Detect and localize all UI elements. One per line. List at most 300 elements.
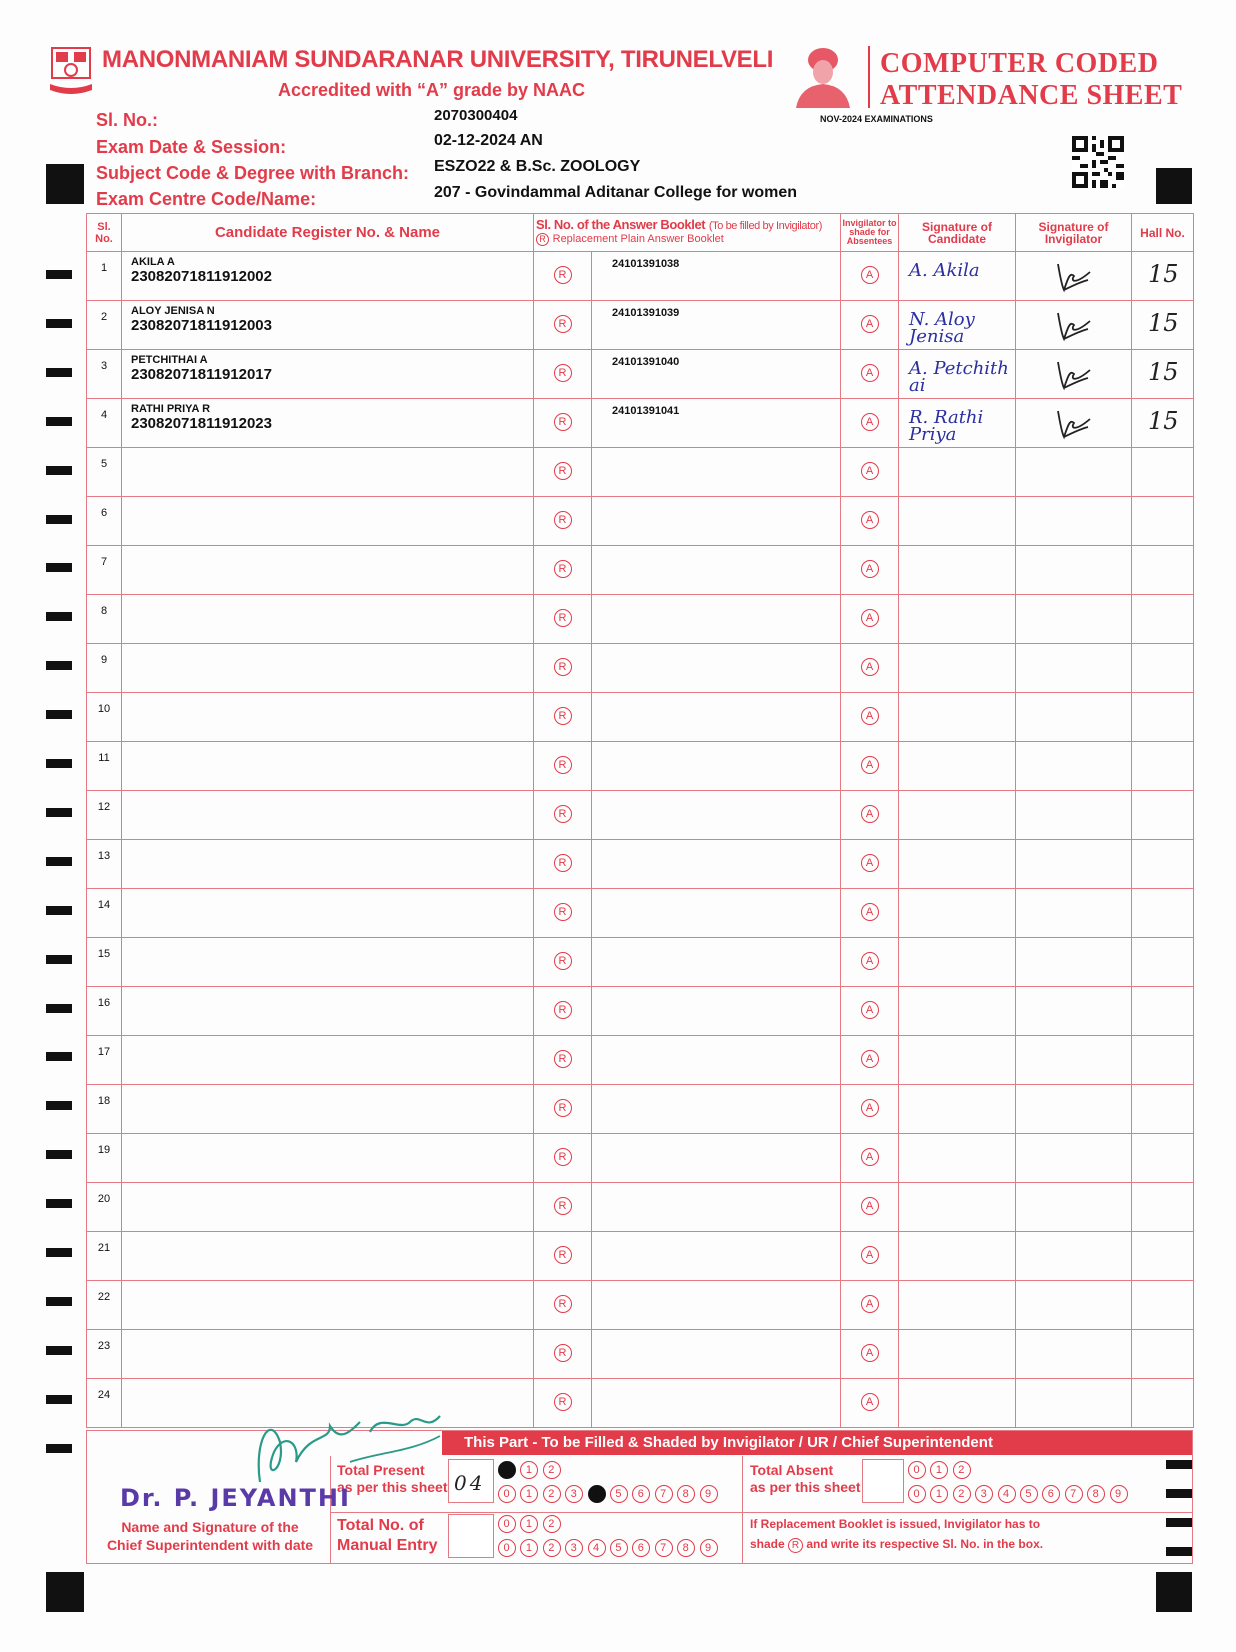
invigilator-signature-cell[interactable]: [1016, 399, 1132, 448]
replacement-bubble[interactable]: R: [554, 511, 572, 529]
row-sl: 3: [100, 360, 108, 372]
candidate-cell: [122, 1281, 534, 1330]
manual-units-bubble[interactable]: 6: [632, 1539, 650, 1557]
absent-units-bubble[interactable]: 0: [908, 1485, 926, 1503]
absent-tens-bubble[interactable]: 0: [908, 1461, 926, 1479]
row-sl-cell: [87, 1036, 122, 1085]
booklet-cell[interactable]: [592, 1183, 841, 1232]
candidate-signature-cell[interactable]: [899, 399, 1016, 448]
absent-bubble[interactable]: A: [861, 413, 879, 431]
sl-no-value: 2070300404: [434, 107, 518, 124]
table-row: [87, 938, 1194, 987]
row-sl-cell: [87, 448, 122, 497]
candidate-signature-cell[interactable]: [899, 644, 1016, 693]
timing-mark: [46, 1199, 72, 1208]
replacement-cell: [534, 1085, 592, 1134]
booklet-cell[interactable]: [592, 1036, 841, 1085]
replacement-note-shade: shade: [750, 1537, 785, 1551]
absent-bubble[interactable]: A: [861, 462, 879, 480]
present-units-bubble[interactable]: 7: [655, 1485, 673, 1503]
booklet-cell[interactable]: [592, 889, 841, 938]
manual-units-bubble[interactable]: 8: [677, 1539, 695, 1557]
replacement-bubble[interactable]: R: [554, 413, 572, 431]
absent-bubble[interactable]: A: [861, 1050, 879, 1068]
hall-cell[interactable]: [1132, 497, 1194, 546]
invigilator-signature-cell[interactable]: [1016, 1134, 1132, 1183]
hall-cell[interactable]: [1132, 987, 1194, 1036]
absent-bubble[interactable]: A: [861, 609, 879, 627]
total-present-box[interactable]: [448, 1459, 494, 1503]
absent-bubble[interactable]: A: [861, 364, 879, 382]
candidate-name: ALOY JENISA N: [131, 305, 215, 317]
manual-entry-label: [337, 1516, 437, 1556]
hall-cell[interactable]: [1132, 889, 1194, 938]
chief-label-line2: Chief Superintendent with date: [106, 1537, 314, 1553]
present-tens-bubble[interactable]: 2: [543, 1461, 561, 1479]
booklet-cell[interactable]: [592, 1379, 841, 1428]
absent-bubble[interactable]: A: [861, 315, 879, 333]
chief-signature-scribble: [250, 1402, 450, 1492]
replacement-bubble[interactable]: R: [554, 1148, 572, 1166]
invigilator-signature-cell[interactable]: [1016, 987, 1132, 1036]
invigilator-signature-icon: [1016, 350, 1131, 397]
candidate-cell: [122, 595, 534, 644]
replacement-bubble[interactable]: R: [554, 805, 572, 823]
row-sl-cell: [87, 1085, 122, 1134]
registration-square-top-left: [46, 164, 84, 204]
row-sl-cell: [87, 1379, 122, 1428]
absent-tens-bubble[interactable]: 2: [953, 1461, 971, 1479]
absent-units-bubble[interactable]: 8: [1087, 1485, 1105, 1503]
absent-bubble[interactable]: A: [861, 1148, 879, 1166]
invigilator-signature-cell[interactable]: [1016, 889, 1132, 938]
booklet-cell[interactable]: [592, 595, 841, 644]
table-row: [87, 791, 1194, 840]
table-row: [87, 301, 1194, 350]
invigilator-signature-icon: [1016, 399, 1131, 446]
founder-portrait-icon: [790, 42, 856, 108]
manual-units-bubble[interactable]: 5: [610, 1539, 628, 1557]
replacement-bubble[interactable]: R: [554, 854, 572, 872]
hall-cell[interactable]: [1132, 1330, 1194, 1379]
booklet-cell[interactable]: [592, 1085, 841, 1134]
candidate-signature-cell[interactable]: [899, 301, 1016, 350]
replacement-bubble[interactable]: R: [554, 1344, 572, 1362]
absent-bubble[interactable]: A: [861, 1246, 879, 1264]
absent-units-bubble[interactable]: 2: [953, 1485, 971, 1503]
row-sl-cell: [87, 938, 122, 987]
replacement-bubble[interactable]: R: [554, 1197, 572, 1215]
absent-bubble[interactable]: A: [861, 952, 879, 970]
invigilator-signature-cell[interactable]: [1016, 595, 1132, 644]
candidate-signature-cell[interactable]: [899, 497, 1016, 546]
present-units-bubble[interactable]: 4: [588, 1485, 606, 1503]
absent-cell: [841, 1330, 899, 1379]
booklet-cell[interactable]: [592, 1281, 841, 1330]
total-absent-units[interactable]: [908, 1482, 1132, 1503]
total-absent-tens[interactable]: [908, 1458, 975, 1479]
absent-bubble[interactable]: A: [861, 658, 879, 676]
absent-cell: [841, 644, 899, 693]
invigilator-signature-cell[interactable]: [1016, 497, 1132, 546]
hall-number: 15: [1148, 358, 1179, 386]
absent-bubble[interactable]: A: [861, 1197, 879, 1215]
invigilator-signature-cell[interactable]: [1016, 1085, 1132, 1134]
hall-cell[interactable]: [1132, 546, 1194, 595]
timing-mark: [46, 515, 72, 524]
hall-cell[interactable]: [1132, 350, 1194, 399]
table-row: [87, 1281, 1194, 1330]
university-logo-icon: [48, 46, 94, 102]
manual-tens-bubble[interactable]: 0: [498, 1515, 516, 1533]
absent-cell: [841, 301, 899, 350]
replacement-cell: [534, 399, 592, 448]
table-row: [87, 497, 1194, 546]
replacement-bubble[interactable]: R: [554, 462, 572, 480]
hall-cell[interactable]: [1132, 1281, 1194, 1330]
invigilator-signature-cell[interactable]: [1016, 938, 1132, 987]
hall-cell[interactable]: [1132, 595, 1194, 644]
absent-bubble[interactable]: A: [861, 854, 879, 872]
replacement-bubble[interactable]: R: [554, 903, 572, 921]
replacement-bubble[interactable]: R: [554, 1295, 572, 1313]
candidate-register-no: 23082071811912023: [131, 415, 272, 432]
hall-cell[interactable]: [1132, 252, 1194, 301]
qr-code-icon: [1072, 136, 1124, 188]
replacement-cell: [534, 840, 592, 889]
candidate-signature-cell[interactable]: [899, 1134, 1016, 1183]
hall-cell[interactable]: [1132, 938, 1194, 987]
candidate-cell: [122, 1134, 534, 1183]
present-units-bubble[interactable]: 3: [565, 1485, 583, 1503]
booklet-cell[interactable]: [592, 252, 841, 301]
replacement-cell: [534, 546, 592, 595]
timing-mark: [46, 563, 72, 572]
replacement-bubble[interactable]: R: [554, 609, 572, 627]
candidate-signature-cell[interactable]: [899, 1281, 1016, 1330]
candidate-signature: A. Akila: [909, 260, 980, 281]
candidate-signature-cell[interactable]: [899, 889, 1016, 938]
replacement-bubble[interactable]: R: [554, 658, 572, 676]
booklet-number: 24101391040: [612, 356, 680, 368]
booklet-cell[interactable]: [592, 448, 841, 497]
booklet-cell[interactable]: [592, 644, 841, 693]
absent-tens-bubble[interactable]: 1: [930, 1461, 948, 1479]
total-present-label-1: Total Present: [337, 1462, 425, 1478]
present-units-bubble[interactable]: 9: [700, 1485, 718, 1503]
manual-entry-tens[interactable]: [498, 1512, 565, 1533]
subject-value: ESZO22 & B.Sc. ZOOLOGY: [434, 158, 641, 175]
replacement-bubble[interactable]: R: [554, 1246, 572, 1264]
replacement-bubble[interactable]: R: [554, 1001, 572, 1019]
manual-tens-bubble[interactable]: 2: [543, 1515, 561, 1533]
replacement-bubble[interactable]: R: [554, 756, 572, 774]
invigilator-signature-cell[interactable]: [1016, 1232, 1132, 1281]
row-sl-cell: [87, 1330, 122, 1379]
exam-centre-label: Exam Centre Code/Name:: [96, 189, 317, 209]
hall-cell[interactable]: [1132, 1134, 1194, 1183]
total-present-label-2: as per this sheet: [337, 1479, 448, 1495]
hall-cell[interactable]: [1132, 301, 1194, 350]
timing-mark: [46, 368, 72, 377]
absent-bubble[interactable]: A: [861, 805, 879, 823]
hall-cell[interactable]: [1132, 448, 1194, 497]
replacement-cell: [534, 1183, 592, 1232]
manual-units-bubble[interactable]: 9: [700, 1539, 718, 1557]
table-row: [87, 595, 1194, 644]
replacement-bubble[interactable]: R: [554, 707, 572, 725]
booklet-cell[interactable]: [592, 840, 841, 889]
invigilator-signature-cell[interactable]: [1016, 644, 1132, 693]
absent-cell: [841, 497, 899, 546]
candidate-signature-cell[interactable]: [899, 742, 1016, 791]
candidate-signature-cell[interactable]: [899, 546, 1016, 595]
present-units-bubble[interactable]: 0: [498, 1485, 516, 1503]
replacement-bubble[interactable]: R: [554, 315, 572, 333]
candidate-signature: R. Rathi Priya: [909, 407, 984, 445]
present-units-bubble[interactable]: 8: [677, 1485, 695, 1503]
hall-cell[interactable]: [1132, 399, 1194, 448]
absent-cell: [841, 1085, 899, 1134]
col-hall: Hall No.: [1132, 214, 1194, 252]
candidate-signature-cell[interactable]: [899, 1232, 1016, 1281]
hall-cell[interactable]: [1132, 742, 1194, 791]
manual-units-bubble[interactable]: 4: [588, 1539, 606, 1557]
registration-square-top-right: [1156, 168, 1192, 204]
absent-bubble[interactable]: A: [861, 707, 879, 725]
hall-cell[interactable]: [1132, 1379, 1194, 1428]
candidate-signature-cell[interactable]: [899, 938, 1016, 987]
absent-cell: [841, 399, 899, 448]
manual-entry-label-1: Total No. of: [337, 1517, 424, 1534]
chief-superintendent-label: [92, 1518, 328, 1554]
hall-cell[interactable]: [1132, 791, 1194, 840]
manual-units-bubble[interactable]: 0: [498, 1539, 516, 1557]
table-row: [87, 1036, 1194, 1085]
booklet-cell[interactable]: [592, 987, 841, 1036]
candidate-signature-cell[interactable]: [899, 595, 1016, 644]
timing-mark: [46, 1150, 72, 1159]
table-row: [87, 987, 1194, 1036]
booklet-cell[interactable]: [592, 1330, 841, 1379]
absent-units-bubble[interactable]: 9: [1110, 1485, 1128, 1503]
manual-entry-units[interactable]: [498, 1536, 722, 1557]
table-row: [87, 742, 1194, 791]
replacement-cell: [534, 595, 592, 644]
invigilator-signature-cell[interactable]: [1016, 693, 1132, 742]
absent-units-bubble[interactable]: 7: [1065, 1485, 1083, 1503]
absent-units-bubble[interactable]: 4: [998, 1485, 1016, 1503]
table-header-row: [87, 214, 1194, 252]
absent-cell: [841, 1134, 899, 1183]
hall-cell[interactable]: [1132, 1036, 1194, 1085]
absent-bubble[interactable]: A: [861, 1099, 879, 1117]
candidate-signature-cell[interactable]: [899, 1036, 1016, 1085]
candidate-cell: [122, 1232, 534, 1281]
replacement-bubble[interactable]: R: [554, 1050, 572, 1068]
present-units-bubble[interactable]: 1: [520, 1485, 538, 1503]
total-present-tens[interactable]: [498, 1458, 565, 1479]
present-units-bubble[interactable]: 6: [632, 1485, 650, 1503]
absent-bubble[interactable]: A: [861, 560, 879, 578]
booklet-cell[interactable]: [592, 693, 841, 742]
absent-bubble[interactable]: A: [861, 756, 879, 774]
absent-bubble[interactable]: A: [861, 511, 879, 529]
invigilator-signature-cell[interactable]: [1016, 840, 1132, 889]
booklet-cell[interactable]: [592, 399, 841, 448]
row-sl-cell: [87, 1232, 122, 1281]
booklet-cell[interactable]: [592, 1134, 841, 1183]
absent-units-bubble[interactable]: 3: [975, 1485, 993, 1503]
total-absent-label-2: as per this sheet: [750, 1479, 861, 1495]
candidate-register-no: 23082071811912002: [131, 268, 272, 285]
booklet-cell[interactable]: [592, 742, 841, 791]
absent-units-bubble[interactable]: 1: [930, 1485, 948, 1503]
absent-bubble[interactable]: A: [861, 266, 879, 284]
candidate-signature-cell[interactable]: [899, 350, 1016, 399]
hall-cell[interactable]: [1132, 693, 1194, 742]
timing-mark: [46, 808, 72, 817]
candidate-signature-cell[interactable]: [899, 1183, 1016, 1232]
replacement-bubble[interactable]: R: [554, 952, 572, 970]
timing-mark: [46, 1052, 72, 1061]
replacement-bubble[interactable]: R: [554, 364, 572, 382]
timing-mark: [46, 759, 72, 768]
invigilator-signature-cell[interactable]: [1016, 791, 1132, 840]
absent-bubble[interactable]: A: [861, 903, 879, 921]
row-sl: 5: [100, 458, 108, 470]
candidate-signature-cell[interactable]: [899, 693, 1016, 742]
invigilator-signature-cell[interactable]: [1016, 350, 1132, 399]
manual-entry-box[interactable]: [448, 1514, 494, 1558]
booklet-cell[interactable]: [592, 791, 841, 840]
candidate-signature-cell[interactable]: [899, 840, 1016, 889]
booklet-cell[interactable]: [592, 301, 841, 350]
subject-label: Subject Code & Degree with Branch:: [96, 163, 410, 183]
booklet-cell[interactable]: [592, 1232, 841, 1281]
candidate-signature-cell[interactable]: [899, 448, 1016, 497]
total-absent-box[interactable]: [862, 1459, 904, 1503]
registration-square-bottom-left: [46, 1572, 84, 1612]
invigilator-signature-cell[interactable]: [1016, 252, 1132, 301]
absent-bubble[interactable]: A: [861, 1393, 879, 1411]
table-row: [87, 1330, 1194, 1379]
row-sl: 21: [97, 1242, 111, 1254]
booklet-header-sub: Replacement Plain Answer Booklet: [552, 233, 724, 245]
invigilator-signature-cell[interactable]: [1016, 1281, 1132, 1330]
hall-cell[interactable]: [1132, 644, 1194, 693]
row-sl: 13: [97, 850, 111, 862]
invigilator-signature-cell[interactable]: [1016, 546, 1132, 595]
invigilator-signature-cell[interactable]: [1016, 1379, 1132, 1428]
total-present-units[interactable]: [498, 1482, 722, 1503]
absent-units-bubble[interactable]: 6: [1042, 1485, 1060, 1503]
candidate-signature-cell[interactable]: [899, 791, 1016, 840]
absent-units-bubble[interactable]: 5: [1020, 1485, 1038, 1503]
invigilator-signature-cell[interactable]: [1016, 1036, 1132, 1085]
manual-units-bubble[interactable]: 3: [565, 1539, 583, 1557]
replacement-bubble[interactable]: R: [554, 560, 572, 578]
replacement-bubble[interactable]: R: [554, 266, 572, 284]
manual-units-bubble[interactable]: 1: [520, 1539, 538, 1557]
row-sl-cell: [87, 497, 122, 546]
invigilator-signature-cell[interactable]: [1016, 301, 1132, 350]
invigilator-signature-cell[interactable]: [1016, 742, 1132, 791]
present-tens-bubble[interactable]: 0: [498, 1461, 516, 1479]
hall-cell[interactable]: [1132, 1232, 1194, 1281]
candidate-signature-cell[interactable]: [899, 987, 1016, 1036]
candidate-cell: [122, 1330, 534, 1379]
booklet-header-main: Sl. No. of the Answer Booklet: [536, 217, 706, 232]
booklet-cell[interactable]: [592, 938, 841, 987]
candidate-cell: [122, 497, 534, 546]
exam-tag: NOV-2024 EXAMINATIONS: [820, 114, 933, 124]
table-row: [87, 1134, 1194, 1183]
table-row: [87, 1085, 1194, 1134]
replacement-cell: [534, 889, 592, 938]
absent-bubble[interactable]: A: [861, 1344, 879, 1362]
present-units-bubble[interactable]: 5: [610, 1485, 628, 1503]
col-candidate: Candidate Register No. & Name: [122, 214, 534, 252]
hall-number: 15: [1148, 407, 1179, 435]
sl-no-label: Sl. No.:: [96, 110, 158, 130]
candidate-register-no: 23082071811912003: [131, 317, 272, 334]
timing-mark: [46, 906, 72, 915]
replacement-bubble[interactable]: R: [554, 1099, 572, 1117]
candidate-signature-cell[interactable]: [899, 1330, 1016, 1379]
present-tens-bubble[interactable]: 1: [520, 1461, 538, 1479]
hall-cell[interactable]: [1132, 1183, 1194, 1232]
total-present-value: 04: [454, 1471, 486, 1495]
absent-bubble[interactable]: A: [861, 1001, 879, 1019]
manual-tens-bubble[interactable]: 1: [520, 1515, 538, 1533]
booklet-cell[interactable]: [592, 497, 841, 546]
replacement-note-rest: and write its respective Sl. No. in the box.: [806, 1537, 1044, 1551]
candidate-name: RATHI PRIYA R: [131, 403, 211, 415]
candidate-signature-cell[interactable]: [899, 1379, 1016, 1428]
booklet-header-note: (To be filled by Invigilator): [708, 220, 822, 232]
invigilator-signature-cell[interactable]: [1016, 448, 1132, 497]
candidate-name: AKILA A: [131, 256, 175, 268]
replacement-cell: [534, 791, 592, 840]
invigilator-signature-cell[interactable]: [1016, 1183, 1132, 1232]
present-units-bubble[interactable]: 2: [543, 1485, 561, 1503]
hall-cell[interactable]: [1132, 840, 1194, 889]
hall-cell[interactable]: [1132, 1085, 1194, 1134]
row-sl-cell: [87, 350, 122, 399]
row-sl: 22: [97, 1291, 111, 1303]
candidate-signature-cell[interactable]: [899, 1085, 1016, 1134]
replacement-bubble[interactable]: R: [554, 1393, 572, 1411]
absent-cell: [841, 546, 899, 595]
timing-mark: [46, 1297, 72, 1306]
absent-cell: [841, 595, 899, 644]
candidate-cell: [122, 889, 534, 938]
invigilator-signature-cell[interactable]: [1016, 1330, 1132, 1379]
absent-bubble[interactable]: A: [861, 1295, 879, 1313]
candidate-signature-cell[interactable]: [899, 252, 1016, 301]
replacement-note-line1: If Replacement Booklet is issued, Invigilator has to: [750, 1517, 1041, 1531]
absent-cell: [841, 742, 899, 791]
absent-cell: [841, 987, 899, 1036]
booklet-cell[interactable]: [592, 350, 841, 399]
manual-units-bubble[interactable]: 7: [655, 1539, 673, 1557]
table-row: [87, 448, 1194, 497]
timing-mark: [46, 270, 72, 279]
booklet-cell[interactable]: [592, 546, 841, 595]
manual-units-bubble[interactable]: 2: [543, 1539, 561, 1557]
exam-centre-value: 207 - Govindammal Aditanar College for women: [434, 184, 798, 201]
